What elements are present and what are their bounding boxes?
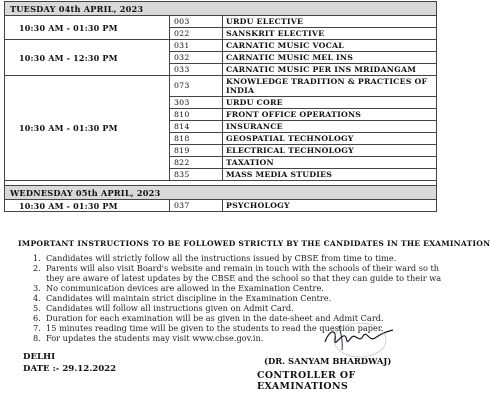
list-text: Candidates will follow all instructions given on Admit Card.	[46, 303, 294, 313]
time-slot: 10:30 AM - 12:30 PM	[5, 40, 170, 76]
subject-name: CARNATIC MUSIC MEL INS	[223, 52, 437, 64]
subject-code: 073	[170, 76, 223, 97]
list-item	[33, 293, 446, 303]
subject-name: PSYCHOLOGY	[223, 200, 437, 212]
day-heading: TUESDAY 04th APRIL, 2023	[5, 2, 437, 16]
list-text: Duration for each examination will be as given in the date-sheet and Admit Card.	[46, 313, 384, 323]
signer-title: CONTROLLER OF EXAMINATIONS	[257, 370, 356, 392]
list-text: Candidates will strictly follow all the instructions issued by CBSE from time to time.	[46, 253, 397, 263]
day-heading: WEDNESDAY 05th APRIL, 2023	[5, 186, 437, 200]
list-item	[33, 283, 446, 293]
list-number: 1.	[33, 253, 41, 263]
list-number: 5.	[33, 303, 41, 313]
subject-name: ELECTRICAL TECHNOLOGY	[223, 145, 437, 157]
subject-name: FRONT OFFICE OPERATIONS	[223, 109, 437, 121]
list-number: 8.	[33, 333, 41, 343]
subject-name: TAXATION	[223, 157, 437, 169]
table-row	[5, 200, 437, 212]
time-slot: 10:30 AM - 01:30 PM	[5, 76, 170, 181]
table-row	[5, 76, 437, 97]
list-number: 3.	[33, 283, 41, 293]
subject-name: INSURANCE	[223, 121, 437, 133]
subject-code: 814	[170, 121, 223, 133]
table-row	[5, 16, 437, 28]
subject-name: GEOSPATIAL TECHNOLOGY	[223, 133, 437, 145]
list-text: Parents will also visit Board's website and remain in touch with the schools of their ward so th	[46, 263, 440, 273]
subject-code: 822	[170, 157, 223, 169]
list-number: 7.	[33, 323, 41, 333]
subject-name: CARNATIC MUSIC VOCAL	[223, 40, 437, 52]
subject-name: MASS MEDIA STUDIES	[223, 169, 437, 181]
time-slot: 10:30 AM - 01:30 PM	[5, 200, 170, 212]
subject-name: CARNATIC MUSIC PER INS MRIDANGAM	[223, 64, 437, 76]
subject-code: 031	[170, 40, 223, 52]
day-heading-row	[5, 186, 437, 200]
list-text: For updates the students may visit www.cbse.gov.in.	[46, 333, 264, 343]
subject-name: URDU ELECTIVE	[223, 16, 437, 28]
subject-code: 037	[170, 200, 223, 212]
subject-code: 818	[170, 133, 223, 145]
subject-name: URDU CORE	[223, 97, 437, 109]
date-sheet-table	[4, 1, 437, 212]
list-text: Candidates will maintain strict discipline in the Examination Centre.	[46, 293, 332, 303]
seal-stamp	[330, 316, 390, 360]
place-label: DELHI	[23, 352, 56, 362]
subject-code: 303	[170, 97, 223, 109]
list-number: 4.	[33, 293, 41, 303]
list-item	[33, 303, 446, 313]
list-item	[33, 273, 446, 283]
subject-code: 032	[170, 52, 223, 64]
subject-name: SANSKRIT ELECTIVE	[223, 28, 437, 40]
subject-name: KNOWLEDGE TRADITION & PRACTICES OF INDIA	[223, 76, 437, 97]
list-text: 15 minutes reading time will be given to the students to read the question paper.	[46, 323, 384, 333]
subject-code: 810	[170, 109, 223, 121]
date-label: DATE :- 29.12.2022	[23, 364, 117, 374]
list-item	[33, 263, 446, 273]
subject-code: 003	[170, 16, 223, 28]
list-item	[33, 253, 446, 263]
subject-code: 835	[170, 169, 223, 181]
subject-code: 022	[170, 28, 223, 40]
list-number: 6.	[33, 313, 41, 323]
list-number	[33, 273, 46, 283]
list-text: they are aware of latest updates by the CBSE and the school so that they can guide to their wa	[46, 273, 442, 283]
time-slot: 10:30 AM - 01:30 PM	[5, 16, 170, 40]
signer-name: (DR. SANYAM BHARDWAJ)	[264, 356, 392, 366]
instructions-title: IMPORTANT INSTRUCTIONS TO BE FOLLOWED STRICTLY BY THE CANDIDATES IN THE EXAMINATION	[18, 239, 490, 248]
list-text: No communication devices are allowed in the Examination Centre.	[46, 283, 324, 293]
subject-code: 033	[170, 64, 223, 76]
list-number: 2.	[33, 263, 41, 273]
day-heading-row	[5, 2, 437, 16]
subject-code: 819	[170, 145, 223, 157]
table-row	[5, 40, 437, 52]
